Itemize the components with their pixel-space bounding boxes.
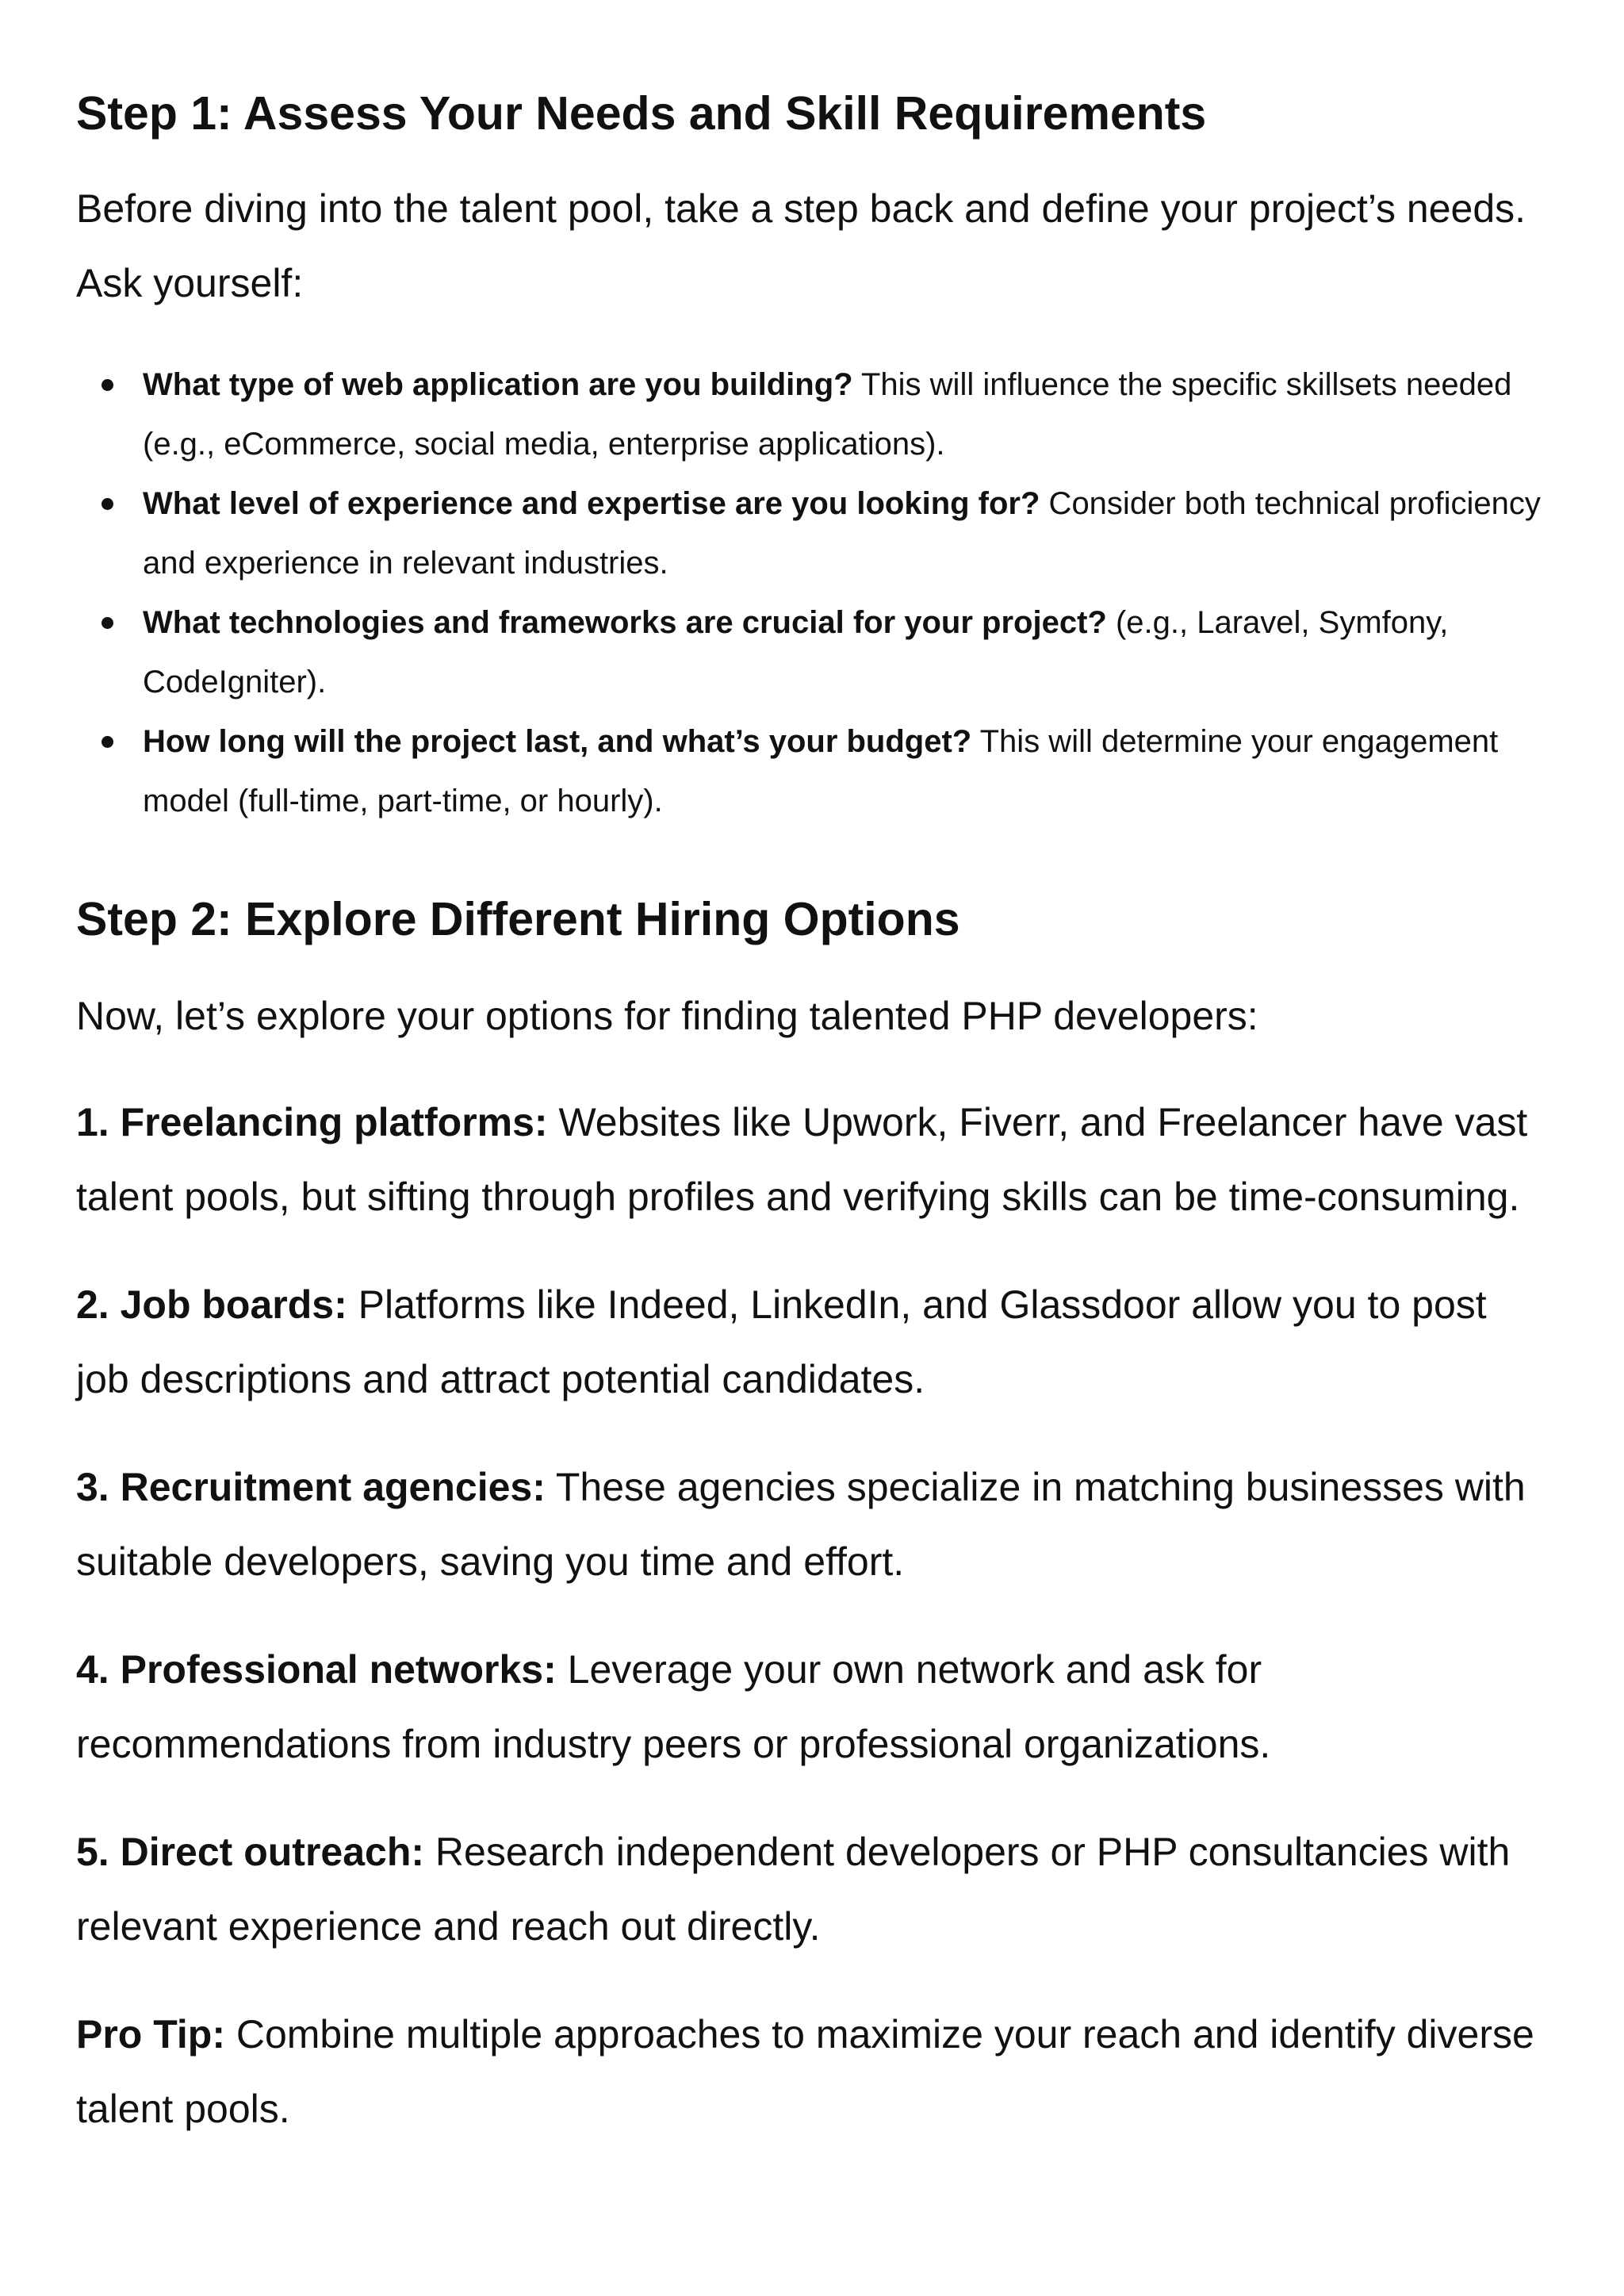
list-item	[143, 593, 1548, 712]
pro-tip-text: Combine multiple approaches to maximize your reach and identify diverse talent pools.	[76, 2012, 1534, 2131]
question-detail: (e.g., Laravel, Symfony, CodeIgniter).	[143, 605, 1449, 700]
question-label: What type of web application are you building?	[143, 367, 853, 402]
list-item	[143, 712, 1548, 831]
option-label: 4. Professional networks:	[76, 1647, 557, 1692]
question-label: What technologies and frameworks are crucial for your project?	[143, 605, 1107, 640]
question-label: What level of experience and expertise are you looking for?	[143, 486, 1040, 521]
option-description: Leverage your own network and ask for recommendations from industry peers or professional organizations.	[76, 1647, 1271, 1766]
option-label: 3. Recruitment agencies:	[76, 1465, 546, 1509]
hiring-option	[76, 1815, 1548, 1964]
option-label: 1. Freelancing platforms:	[76, 1100, 548, 1144]
hiring-options	[76, 1085, 1548, 2146]
option-description: Platforms like Indeed, LinkedIn, and Glassdoor allow you to post job descriptions and attract potential candidates.	[76, 1282, 1487, 1401]
step1-heading: Step 1: Assess Your Needs and Skill Requirements	[76, 87, 1207, 140]
option-label: 5. Direct outreach:	[76, 1830, 425, 1874]
question-detail: This will influence the specific skillsets needed (e.g., eCommerce, social media, enterprise applications).	[143, 367, 1512, 462]
question-detail: This will determine your engagement model (full-time, part-time, or hourly).	[143, 724, 1499, 818]
list-item	[143, 474, 1548, 593]
pro-tip-label: Pro Tip:	[76, 2012, 225, 2056]
hiring-option	[76, 1267, 1548, 1416]
step2-heading: Step 2: Explore Different Hiring Options	[76, 893, 960, 945]
hiring-option	[76, 1632, 1548, 1781]
requirements-question-list	[76, 355, 1548, 831]
list-item	[143, 355, 1548, 474]
step1-intro: Before diving into the talent pool, take a step back and define your project’s needs. Ask yourself:	[76, 186, 1526, 305]
question-label: How long will the project last, and what’s your budget?	[143, 724, 972, 759]
hiring-option	[76, 1085, 1548, 1234]
hiring-option	[76, 1450, 1548, 1599]
option-description: These agencies specialize in matching businesses with suitable developers, saving you time and effort.	[76, 1465, 1526, 1584]
option-label: 2. Job boards:	[76, 1282, 347, 1327]
option-description: Websites like Upwork, Fiverr, and Freelancer have vast talent pools, but sifting through profiles and verifying skills can be time-consuming.	[76, 1100, 1528, 1219]
step2-intro: Now, let’s explore your options for finding talented PHP developers:	[76, 994, 1258, 1038]
option-description: Research independent developers or PHP consultancies with relevant experience and reach out directly.	[76, 1830, 1511, 1949]
pro-tip	[76, 1997, 1548, 2146]
question-detail: Consider both technical proficiency and experience in relevant industries.	[143, 486, 1541, 581]
